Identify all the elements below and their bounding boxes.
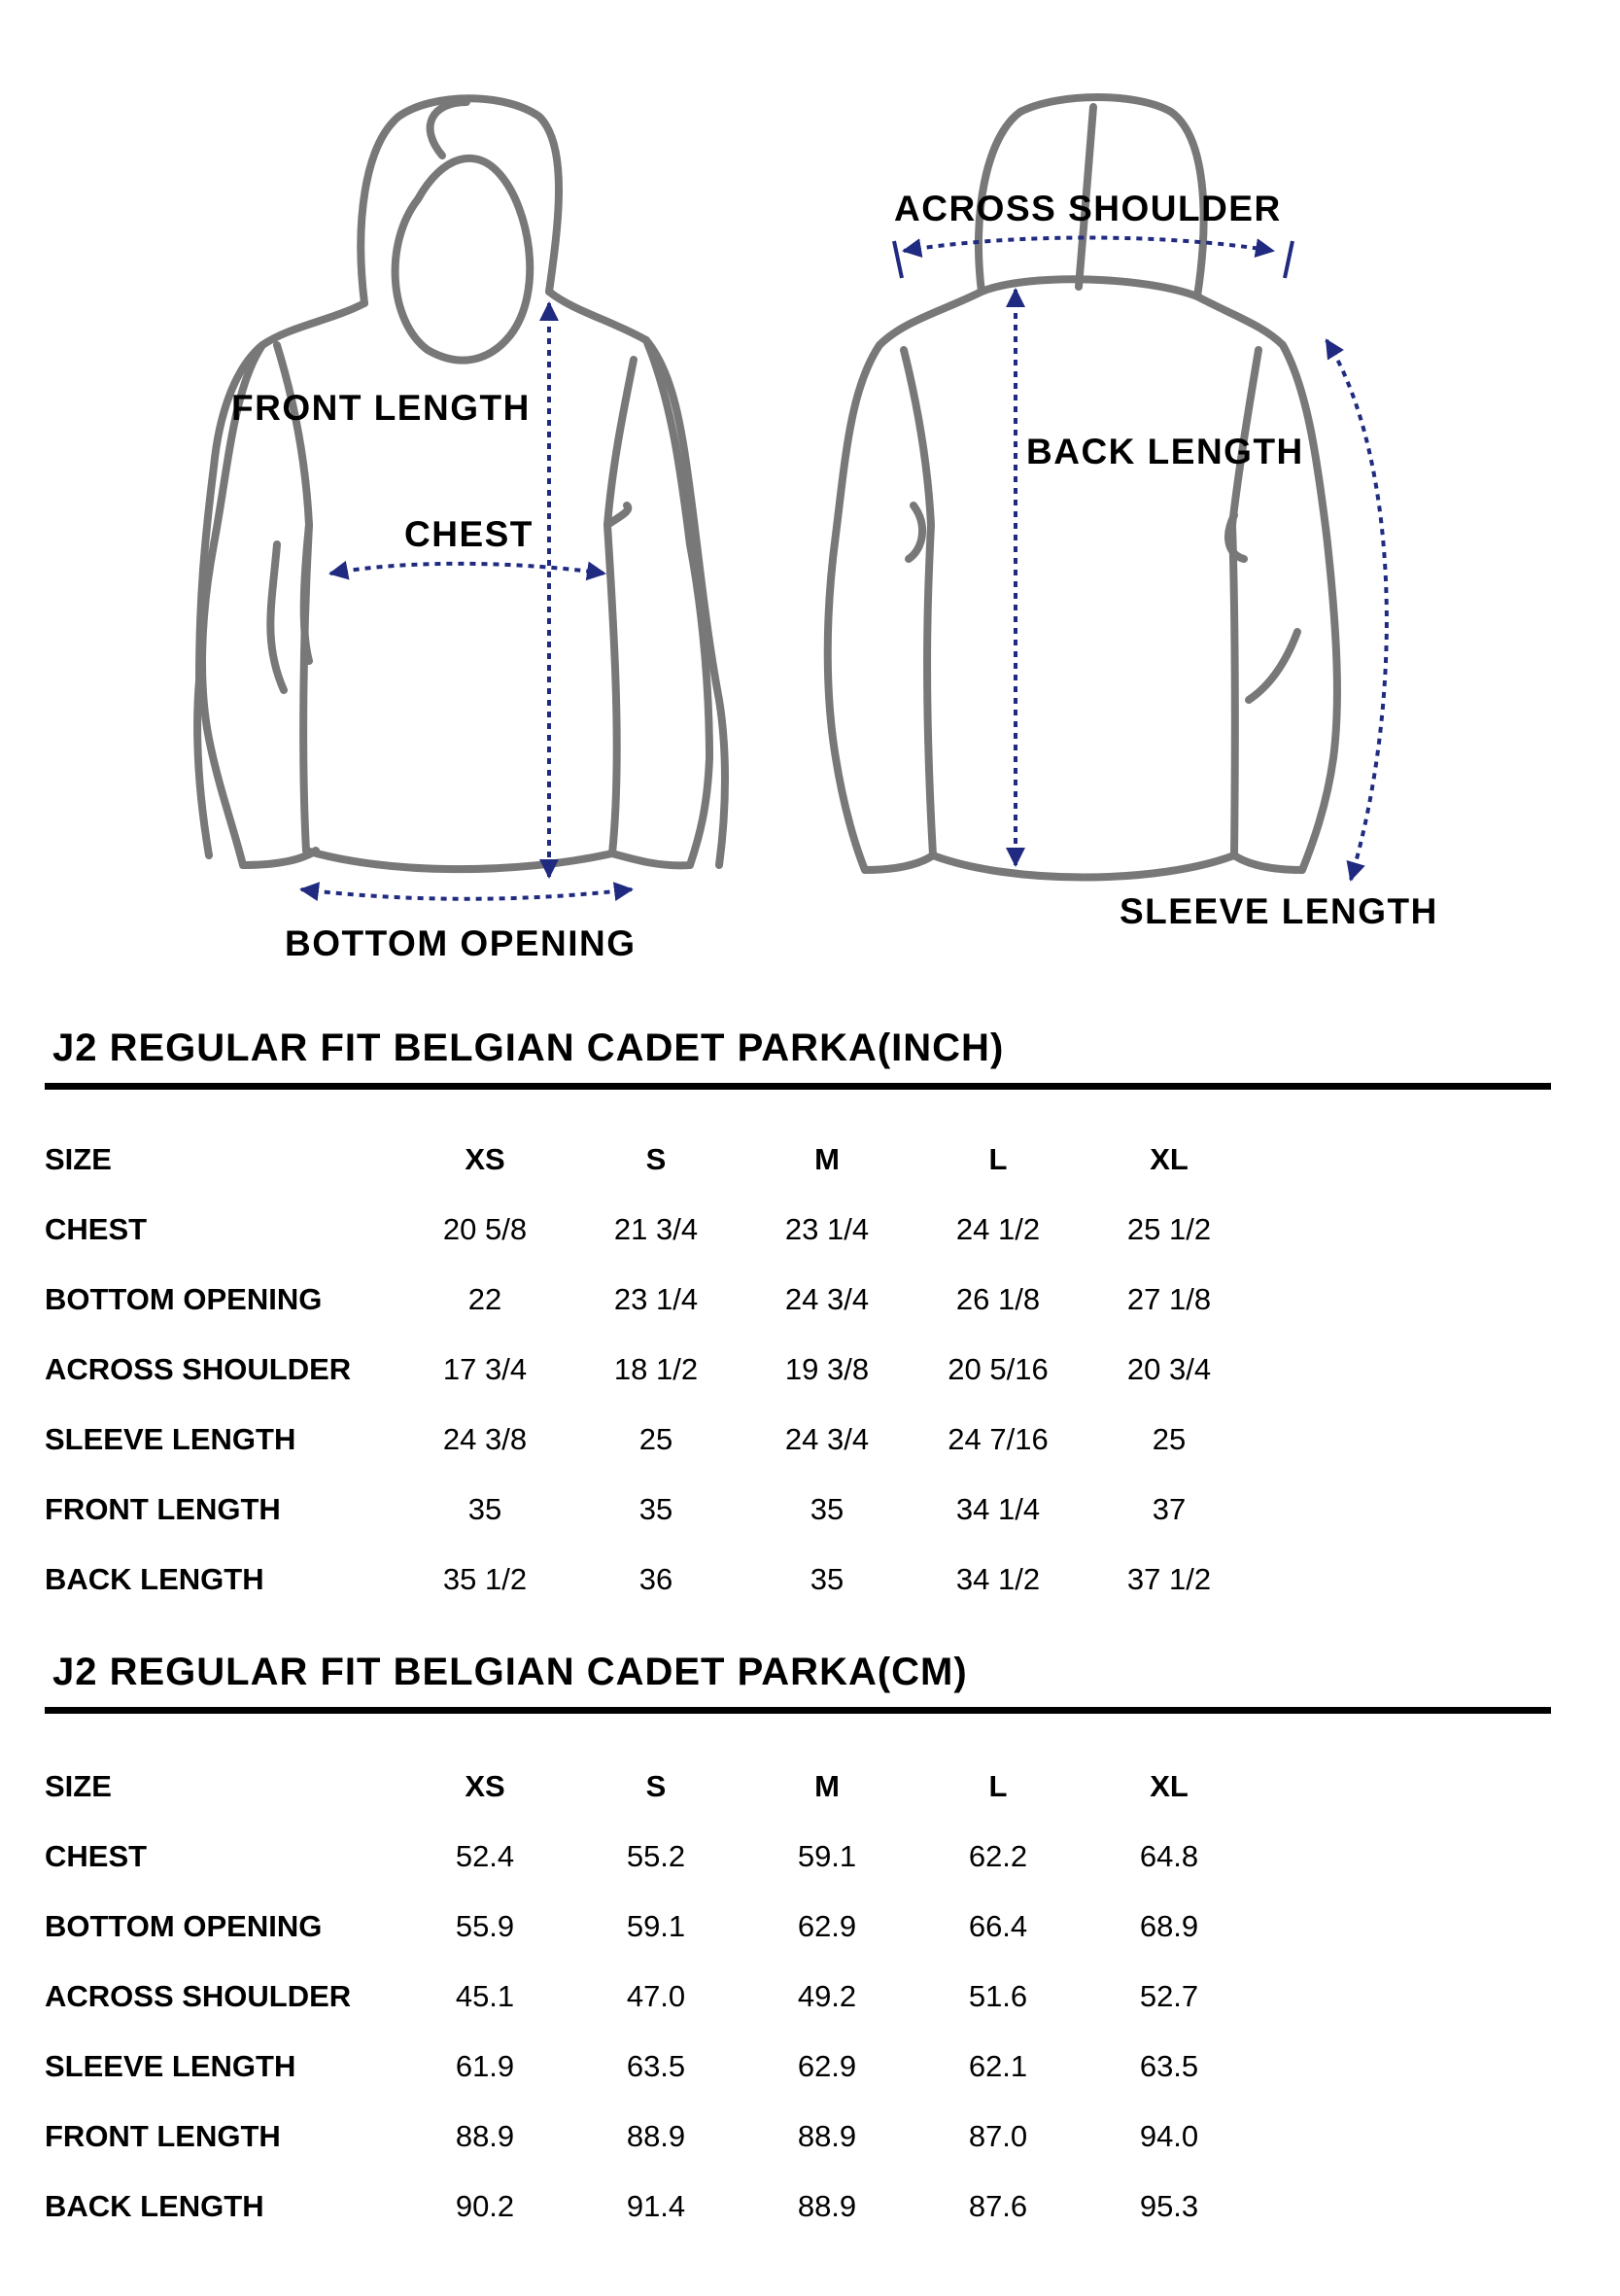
table-cell: 62.2: [968, 1839, 1028, 1873]
table-cell: 47.0: [626, 1979, 686, 2013]
table-row: [45, 1265, 1255, 1335]
table-cell: 35: [810, 1492, 844, 1526]
bottom-opening-label: BOTTOM OPENING: [285, 923, 637, 963]
table-cell: 35: [467, 1492, 502, 1526]
table-cell: 59.1: [797, 1839, 857, 1873]
table-cell: 62.9: [797, 1909, 857, 1943]
table-row: [45, 1545, 1255, 1615]
across-shoulder-label: ACROSS SHOULDER: [894, 189, 1282, 228]
row-label: CHEST: [45, 1212, 148, 1246]
table-cell: 17 3/4: [442, 1352, 528, 1386]
table-row: [45, 2032, 1255, 2102]
table-cell: 88.9: [455, 2119, 515, 2153]
size-column-header: XL: [1150, 1769, 1189, 1803]
table-row: [45, 2172, 1255, 2242]
row-label: SLEEVE LENGTH: [45, 2049, 296, 2083]
table-cell: 34 1/2: [955, 1562, 1041, 1596]
size-column-header: XS: [465, 1142, 505, 1176]
table-cell: 34 1/4: [955, 1492, 1041, 1526]
table-cell: 35: [638, 1492, 673, 1526]
row-label: BOTTOM OPENING: [45, 1282, 323, 1316]
table-cell: 24 1/2: [955, 1212, 1041, 1246]
table-cell: 20 5/8: [442, 1212, 528, 1246]
size-chart-inch: [45, 1026, 1551, 1596]
table-cell: 63.5: [626, 2049, 686, 2083]
table-cell: 20 3/4: [1126, 1352, 1212, 1386]
row-label: ACROSS SHOULDER: [45, 1352, 352, 1386]
garment-measurement-diagram: [0, 0, 1620, 982]
row-label: BACK LENGTH: [45, 2189, 264, 2223]
table-cell: 88.9: [626, 2119, 686, 2153]
table-cell: 94.0: [1139, 2119, 1199, 2153]
table-cell: 21 3/4: [613, 1212, 699, 1246]
table-cell: 45.1: [455, 1979, 515, 2013]
table-cell: 24 3/4: [784, 1422, 870, 1456]
table-cell: 90.2: [455, 2189, 515, 2223]
table-cell: 51.6: [968, 1979, 1028, 2013]
title-divider: [45, 1083, 1551, 1090]
row-label: BOTTOM OPENING: [45, 1909, 323, 1943]
back-length-label: BACK LENGTH: [1026, 432, 1304, 471]
table-row: [45, 1335, 1255, 1405]
table-cell: 63.5: [1139, 2049, 1199, 2083]
table-cell: 95.3: [1139, 2189, 1199, 2223]
table-cell: 68.9: [1139, 1909, 1199, 1943]
table-cell: 37 1/2: [1126, 1562, 1212, 1596]
size-column-header: M: [814, 1769, 840, 1803]
size-column-header: S: [645, 1769, 667, 1803]
front-length-label: FRONT LENGTH: [231, 388, 531, 428]
size-header: SIZE: [45, 1769, 112, 1803]
sleeve-length-label: SLEEVE LENGTH: [1120, 891, 1438, 931]
table-row: [45, 2102, 1255, 2172]
table-cell: 18 1/2: [613, 1352, 699, 1386]
table-cell: 37: [1152, 1492, 1187, 1526]
table-cell: 27 1/8: [1126, 1282, 1212, 1316]
table-row: [45, 1195, 1255, 1265]
row-label: BACK LENGTH: [45, 1562, 264, 1596]
table-cell: 52.4: [455, 1839, 515, 1873]
row-label: CHEST: [45, 1839, 148, 1873]
title-divider: [45, 1707, 1551, 1714]
table-cell: 36: [638, 1562, 673, 1596]
bottom-opening-line: [301, 889, 632, 899]
table-cell: 55.2: [626, 1839, 686, 1873]
table-cell: 25: [1152, 1422, 1187, 1456]
table-cell: 88.9: [797, 2119, 857, 2153]
front-view-jacket: [197, 98, 725, 869]
table-row: [45, 1475, 1255, 1545]
chest-line: [330, 564, 604, 574]
table-cell: 55.9: [455, 1909, 515, 1943]
table-row: [45, 1405, 1255, 1475]
table-cell: 26 1/8: [955, 1282, 1041, 1316]
table-cell: 91.4: [626, 2189, 686, 2223]
table-cell: 62.1: [968, 2049, 1028, 2083]
table-header-row: [45, 1125, 1255, 1195]
table-cell: 25 1/2: [1126, 1212, 1212, 1246]
table-cell: 49.2: [797, 1979, 857, 2013]
table-cell: 87.6: [968, 2189, 1028, 2223]
size-column-header: XL: [1150, 1142, 1189, 1176]
table-row: [45, 1822, 1255, 1892]
size-column-header: L: [988, 1769, 1008, 1803]
size-column-header: L: [988, 1142, 1008, 1176]
size-header: SIZE: [45, 1142, 112, 1176]
table-cell: 24 7/16: [948, 1422, 1049, 1456]
table-cell: 23 1/4: [613, 1282, 699, 1316]
size-table-cm: [45, 1752, 1255, 2242]
table-row: [45, 1892, 1255, 1962]
row-label: ACROSS SHOULDER: [45, 1979, 352, 2013]
table-cell: 22: [467, 1282, 502, 1316]
size-chart-cm-title: J2 REGULAR FIT BELGIAN CADET PARKA(CM): [52, 1651, 968, 1693]
row-label: FRONT LENGTH: [45, 2119, 281, 2153]
table-cell: 59.1: [626, 1909, 686, 1943]
table-cell: 24 3/4: [784, 1282, 870, 1316]
table-cell: 88.9: [797, 2189, 857, 2223]
table-cell: 87.0: [968, 2119, 1028, 2153]
table-cell: 61.9: [455, 2049, 515, 2083]
table-cell: 20 5/16: [948, 1352, 1049, 1386]
table-cell: 66.4: [968, 1909, 1028, 1943]
table-row: [45, 1962, 1255, 2032]
table-cell: 52.7: [1139, 1979, 1199, 2013]
table-cell: 23 1/4: [784, 1212, 870, 1246]
row-label: SLEEVE LENGTH: [45, 1422, 296, 1456]
table-cell: 19 3/8: [784, 1352, 870, 1386]
size-chart-cm: [45, 1651, 1551, 2223]
size-column-header: XS: [465, 1769, 505, 1803]
across-shoulder-line: [904, 238, 1273, 252]
size-column-header: S: [645, 1142, 667, 1176]
table-cell: 62.9: [797, 2049, 857, 2083]
table-cell: 24 3/8: [442, 1422, 528, 1456]
table-header-row: [45, 1752, 1255, 1822]
table-cell: 64.8: [1139, 1839, 1199, 1873]
size-column-header: M: [814, 1142, 840, 1176]
table-cell: 35 1/2: [442, 1562, 528, 1596]
size-chart-inch-title: J2 REGULAR FIT BELGIAN CADET PARKA(INCH): [52, 1026, 1005, 1069]
chest-label: CHEST: [404, 514, 534, 554]
size-table-inch: [45, 1125, 1255, 1615]
table-cell: 35: [810, 1562, 844, 1596]
table-cell: 25: [638, 1422, 673, 1456]
row-label: FRONT LENGTH: [45, 1492, 281, 1526]
